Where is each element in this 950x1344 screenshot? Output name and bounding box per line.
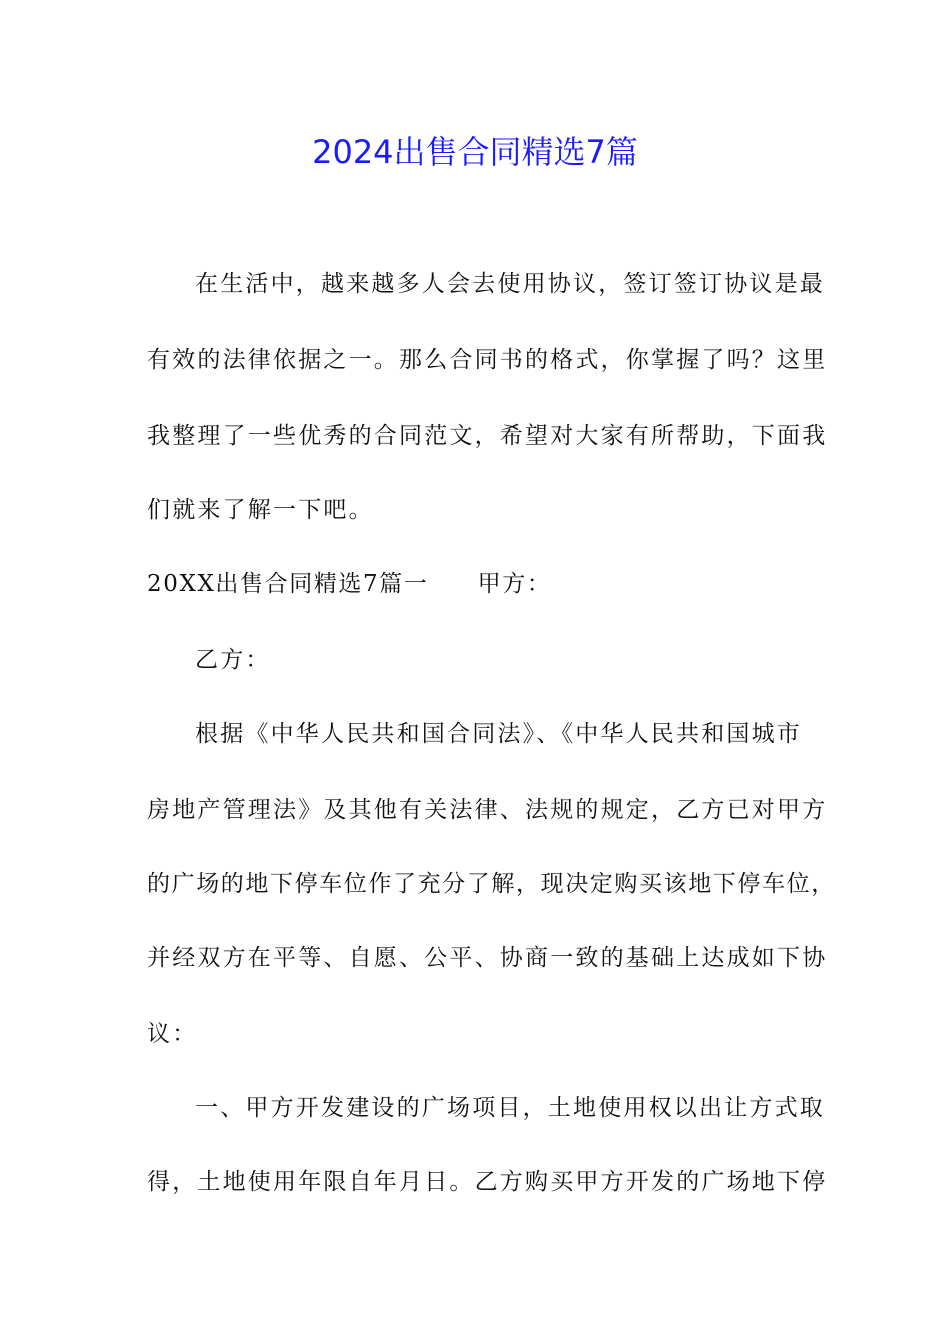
paragraph-line: 得，土地使用年限自年月日。乙方购买甲方开发的广场地下停 <box>147 1169 828 1195</box>
paragraph-line: 我整理了一些优秀的合同范文，希望对大家有所帮助，下面我 <box>147 423 828 449</box>
paragraph-line: 们就来了解一下吧。 <box>147 497 374 523</box>
paragraph-line: 在生活中，越来越多人会去使用协议，签订签订协议是最 <box>195 271 825 297</box>
paragraph-line: 议： <box>147 1021 198 1047</box>
paragraph-line: 一、甲方开发建设的广场项目，土地使用权以出让方式取 <box>195 1095 825 1121</box>
paragraph-line: 根据《中华人民共和国合同法》、《中华人民共和国城市 <box>195 721 802 747</box>
paragraph-line: 房地产管理法》及其他有关法律、法规的规定，乙方已对甲方 <box>147 797 828 823</box>
paragraph-line: 有效的法律依据之一。那么合同书的格式，你掌握了吗？这里 <box>147 347 828 373</box>
document-title: 2024出售合同精选7篇 <box>312 133 638 171</box>
party-b-label: 乙方： <box>195 647 271 673</box>
paragraph-line: 并经双方在平等、自愿、公平、协商一致的基础上达成如下协 <box>147 945 828 971</box>
paragraph-line: 的广场的地下停车位作了充分了解，现决定购买该地下停车位， <box>147 871 836 897</box>
section-heading: 20XX出售合同精选7篇一 甲方： <box>147 571 552 597</box>
